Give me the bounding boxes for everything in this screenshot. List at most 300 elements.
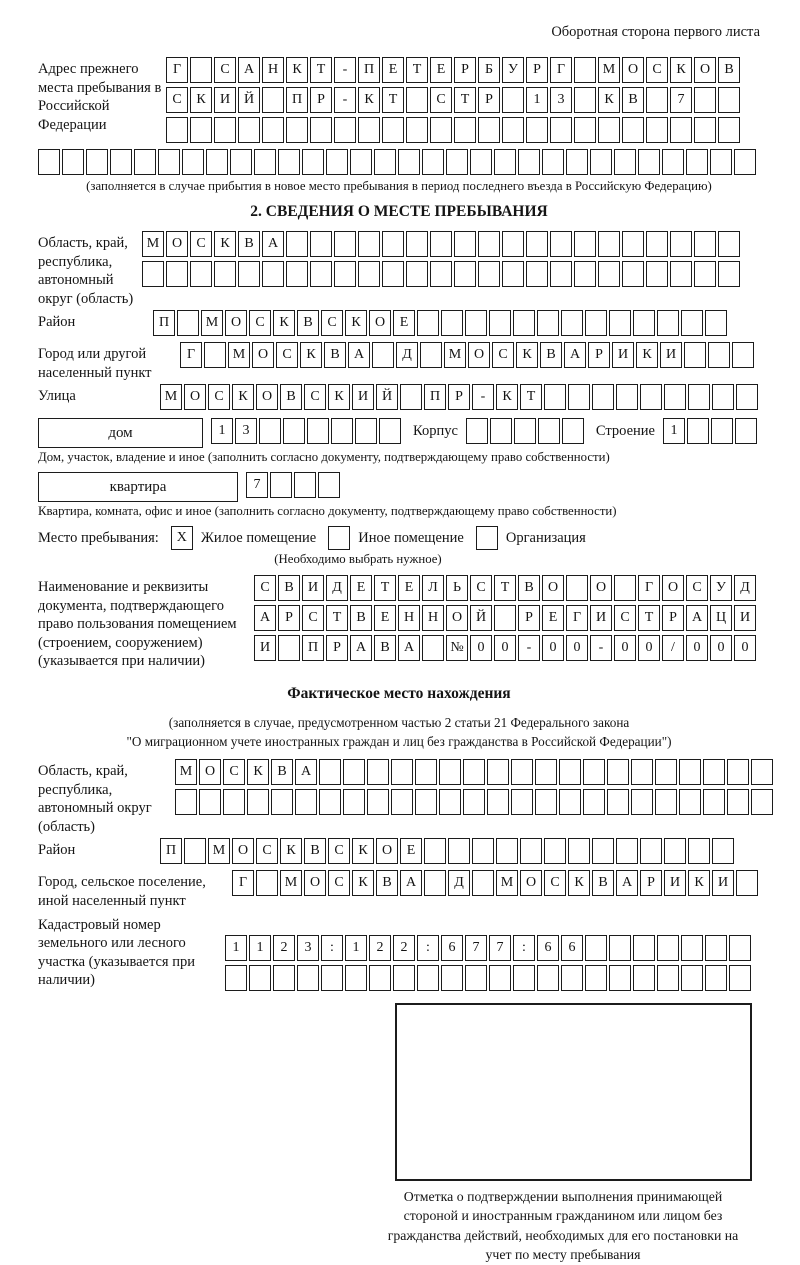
char-cell [177, 310, 199, 336]
char-cell [705, 965, 727, 991]
char-cell [223, 789, 245, 815]
stay-type-row [38, 526, 760, 550]
char-cell: Б [478, 57, 500, 83]
char-cell: А [254, 605, 276, 631]
apartment-box-label: квартира [109, 478, 167, 495]
char-cell: Г [232, 870, 254, 896]
char-cell [544, 838, 566, 864]
char-cell: К [328, 384, 350, 410]
char-cell [583, 759, 605, 785]
char-cell [391, 759, 413, 785]
char-cell [463, 789, 485, 815]
char-cell [711, 418, 733, 444]
char-cell [247, 789, 269, 815]
char-cell: Р [448, 384, 470, 410]
char-cell [273, 965, 295, 991]
char-cell [609, 965, 631, 991]
char-cell: П [286, 87, 308, 113]
char-cell [729, 935, 751, 961]
char-cell [489, 965, 511, 991]
char-cell: Ь [446, 575, 468, 601]
cell-row [225, 935, 753, 961]
char-cell: О [166, 231, 188, 257]
char-cell [687, 418, 709, 444]
char-cell: 1 [225, 935, 247, 961]
char-cell: В [350, 605, 372, 631]
checkbox-other-premises [328, 526, 350, 550]
char-cell [417, 310, 439, 336]
house-row [38, 418, 760, 448]
char-cell [358, 261, 380, 287]
char-cell: П [424, 384, 446, 410]
char-cell [712, 384, 734, 410]
char-cell: Ц [710, 605, 732, 631]
char-cell [502, 231, 524, 257]
char-cell [511, 789, 533, 815]
char-cell: Р [454, 57, 476, 83]
char-cell: С [544, 870, 566, 896]
cell-row [663, 418, 759, 444]
char-cell: О [225, 310, 247, 336]
char-cell [633, 310, 655, 336]
char-cell: 2 [369, 935, 391, 961]
char-cell [367, 789, 389, 815]
char-cell: Г [166, 57, 188, 83]
char-cell [655, 789, 677, 815]
char-cell [490, 418, 512, 444]
header-note: Оборотная сторона первого листа [551, 24, 760, 40]
char-cell [566, 575, 588, 601]
checkbox-residential: X [171, 526, 193, 550]
char-cell [574, 117, 596, 143]
char-cell: И [664, 870, 686, 896]
char-cell: Т [520, 384, 542, 410]
char-cell: С [249, 310, 271, 336]
char-cell [585, 935, 607, 961]
char-cell: И [214, 87, 236, 113]
char-cell [350, 149, 372, 175]
char-cell [631, 789, 653, 815]
char-cell [520, 838, 542, 864]
cell-row [166, 57, 742, 83]
char-cell [670, 261, 692, 287]
char-cell: В [280, 384, 302, 410]
char-cell: К [232, 384, 254, 410]
char-cell [38, 149, 60, 175]
char-cell: 6 [441, 935, 463, 961]
char-cell [262, 87, 284, 113]
char-cell: И [590, 605, 612, 631]
char-cell [406, 117, 428, 143]
char-cell: Й [238, 87, 260, 113]
char-cell [705, 935, 727, 961]
char-cell: Е [382, 57, 404, 83]
char-cell: К [214, 231, 236, 257]
actual-district-label: Район [38, 842, 76, 859]
char-cell: 0 [470, 635, 492, 661]
char-cell [206, 149, 228, 175]
char-cell [319, 759, 341, 785]
char-cell [271, 789, 293, 815]
char-cell: О [468, 342, 490, 368]
district-label: Район [38, 314, 76, 331]
actual-region-rows [175, 759, 775, 819]
char-cell [679, 759, 701, 785]
char-cell [478, 231, 500, 257]
char-cell: Е [374, 605, 396, 631]
char-cell: - [518, 635, 540, 661]
prev-address-caption: (заполняется в случае прибытия в новое место пребывания в период последнего въезда в Российскую Федерацию) [86, 179, 712, 193]
char-cell [302, 149, 324, 175]
char-cell [286, 261, 308, 287]
char-cell [502, 261, 524, 287]
char-cell [382, 231, 404, 257]
char-cell [537, 965, 559, 991]
char-cell [406, 261, 428, 287]
char-cell [574, 261, 596, 287]
char-cell [204, 342, 226, 368]
char-cell: Г [638, 575, 660, 601]
char-cell: О [256, 384, 278, 410]
char-cell: В [622, 87, 644, 113]
char-cell: Т [638, 605, 660, 631]
char-cell [568, 838, 590, 864]
char-cell: К [247, 759, 269, 785]
char-cell [270, 472, 292, 498]
char-cell [343, 759, 365, 785]
char-cell [489, 310, 511, 336]
cell-row [160, 838, 736, 864]
char-cell: М [142, 231, 164, 257]
char-cell [166, 117, 188, 143]
char-cell [664, 384, 686, 410]
char-cell [256, 870, 278, 896]
char-cell: К [280, 838, 302, 864]
char-cell: Р [518, 605, 540, 631]
char-cell [249, 965, 271, 991]
char-cell: С [304, 384, 326, 410]
char-cell [454, 261, 476, 287]
char-cell: С [430, 87, 452, 113]
char-cell: 0 [638, 635, 660, 661]
actual-region-label: Область, край, республика, автономный округ (область) [38, 763, 152, 835]
char-cell: С [646, 57, 668, 83]
char-cell: Д [396, 342, 418, 368]
char-cell: И [660, 342, 682, 368]
char-cell [487, 759, 509, 785]
char-cell: 0 [494, 635, 516, 661]
char-cell [310, 117, 332, 143]
char-cell: С [276, 342, 298, 368]
document-label: Наименование и реквизиты документа, подтверждающего право пользования помещением (строением, сооружением) (указывается при наличии) [38, 579, 237, 670]
char-cell: О [542, 575, 564, 601]
char-cell [439, 789, 461, 815]
cell-row [254, 635, 758, 661]
char-cell [278, 149, 300, 175]
char-cell: К [190, 87, 212, 113]
char-cell [598, 231, 620, 257]
char-cell: М [280, 870, 302, 896]
char-cell [657, 310, 679, 336]
char-cell [736, 384, 758, 410]
char-cell [513, 310, 535, 336]
char-cell: / [662, 635, 684, 661]
char-cell: П [160, 838, 182, 864]
char-cell: Р [310, 87, 332, 113]
char-cell [420, 342, 442, 368]
char-cell [199, 789, 221, 815]
char-cell [286, 231, 308, 257]
char-cell: Е [393, 310, 415, 336]
char-cell: И [254, 635, 276, 661]
char-cell [430, 117, 452, 143]
char-cell: Т [382, 87, 404, 113]
char-cell [472, 838, 494, 864]
char-cell [735, 418, 757, 444]
char-cell [448, 838, 470, 864]
char-cell [478, 117, 500, 143]
char-cell: Г [566, 605, 588, 631]
char-cell [585, 965, 607, 991]
char-cell [369, 965, 391, 991]
actual-city-label: Город, сельское поселение, иной населенный пункт [38, 874, 206, 909]
option-label-organization: Организация [505, 529, 586, 546]
char-cell: - [590, 635, 612, 661]
char-cell [518, 149, 540, 175]
char-cell: 0 [542, 635, 564, 661]
char-cell [262, 261, 284, 287]
char-cell: 7 [489, 935, 511, 961]
char-cell [694, 261, 716, 287]
char-cell [568, 384, 590, 410]
char-cell [190, 57, 212, 83]
char-cell [430, 231, 452, 257]
char-cell: С [208, 384, 230, 410]
actual-region-field [38, 759, 760, 836]
char-cell: 2 [273, 935, 295, 961]
char-cell [278, 635, 300, 661]
char-cell: У [502, 57, 524, 83]
char-cell: О [590, 575, 612, 601]
char-cell [550, 261, 572, 287]
char-cell [326, 149, 348, 175]
korpus-label: Корпус [413, 423, 458, 440]
char-cell: К [636, 342, 658, 368]
char-cell: А [400, 870, 422, 896]
char-cell [254, 149, 276, 175]
char-cell [334, 231, 356, 257]
char-cell: А [616, 870, 638, 896]
char-cell: 3 [235, 418, 257, 444]
char-cell [158, 149, 180, 175]
cell-row [225, 965, 753, 991]
char-cell [622, 117, 644, 143]
char-cell [694, 87, 716, 113]
char-cell: : [513, 935, 535, 961]
house-box-label: дом [108, 424, 133, 441]
char-cell: В [718, 57, 740, 83]
char-cell: Н [398, 605, 420, 631]
char-cell [607, 759, 629, 785]
char-cell [718, 261, 740, 287]
char-cell [134, 149, 156, 175]
char-cell [705, 310, 727, 336]
prev-address-field [38, 57, 760, 147]
char-cell [542, 149, 564, 175]
char-cell [294, 472, 316, 498]
char-cell [559, 789, 581, 815]
char-cell [355, 418, 377, 444]
char-cell [681, 935, 703, 961]
char-cell [478, 261, 500, 287]
char-cell [686, 149, 708, 175]
char-cell: К [273, 310, 295, 336]
char-cell [62, 149, 84, 175]
char-cell [657, 935, 679, 961]
char-cell [718, 231, 740, 257]
char-cell [406, 231, 428, 257]
char-cell [681, 310, 703, 336]
char-cell [343, 789, 365, 815]
char-cell [646, 231, 668, 257]
char-cell [622, 261, 644, 287]
char-cell [664, 838, 686, 864]
char-cell [535, 789, 557, 815]
document-rows [254, 575, 758, 665]
char-cell: Е [398, 575, 420, 601]
char-cell [110, 149, 132, 175]
actual-location-title: Фактическое место нахождения [287, 684, 511, 702]
char-cell [307, 418, 329, 444]
char-cell [670, 117, 692, 143]
checkbox-organization [476, 526, 498, 550]
char-cell [583, 789, 605, 815]
char-cell [614, 575, 636, 601]
char-cell: 0 [710, 635, 732, 661]
char-cell: - [472, 384, 494, 410]
char-cell: 0 [566, 635, 588, 661]
char-cell: Е [430, 57, 452, 83]
char-cell: О [252, 342, 274, 368]
char-cell: В [278, 575, 300, 601]
char-cell: В [324, 342, 346, 368]
char-cell: Л [422, 575, 444, 601]
char-cell [574, 57, 596, 83]
actual-district-field [38, 838, 760, 868]
char-cell [727, 759, 749, 785]
char-cell [718, 117, 740, 143]
char-cell: : [321, 935, 343, 961]
char-cell: М [444, 342, 466, 368]
cell-row [180, 342, 756, 368]
char-cell [502, 87, 524, 113]
char-cell: К [345, 310, 367, 336]
actual-city-field [38, 870, 760, 910]
char-cell: 0 [734, 635, 756, 661]
char-cell [334, 117, 356, 143]
char-cell [734, 149, 756, 175]
char-cell [391, 789, 413, 815]
char-cell [537, 310, 559, 336]
char-cell: В [374, 635, 396, 661]
char-cell: О [232, 838, 254, 864]
char-cell: В [297, 310, 319, 336]
char-cell [454, 117, 476, 143]
char-cell: О [304, 870, 326, 896]
char-cell [466, 418, 488, 444]
char-cell [592, 384, 614, 410]
char-cell: К [568, 870, 590, 896]
char-cell: М [201, 310, 223, 336]
char-cell: 6 [561, 935, 583, 961]
char-cell: Й [376, 384, 398, 410]
char-cell: Р [662, 605, 684, 631]
char-cell [358, 231, 380, 257]
char-cell [358, 117, 380, 143]
char-cell [732, 342, 754, 368]
char-cell [688, 384, 710, 410]
char-cell [175, 789, 197, 815]
char-cell [684, 342, 706, 368]
char-cell: И [734, 605, 756, 631]
char-cell: Д [326, 575, 348, 601]
char-cell: 1 [211, 418, 233, 444]
char-cell [374, 149, 396, 175]
char-cell [441, 965, 463, 991]
char-cell [345, 965, 367, 991]
char-cell [609, 310, 631, 336]
stay-type-note: (Необходимо выбрать нужное) [274, 552, 442, 567]
char-cell [382, 117, 404, 143]
char-cell [751, 789, 773, 815]
char-cell [640, 384, 662, 410]
char-cell: 3 [550, 87, 572, 113]
stay-type-label: Место пребывания: [38, 529, 159, 546]
char-cell: С [223, 759, 245, 785]
char-cell [367, 759, 389, 785]
apartment-row [38, 472, 760, 502]
char-cell [379, 418, 401, 444]
char-cell [538, 418, 560, 444]
char-cell [598, 117, 620, 143]
char-cell [562, 418, 584, 444]
option-label-residential: Жилое помещение [200, 529, 317, 546]
char-cell [494, 149, 516, 175]
char-cell: К [358, 87, 380, 113]
char-cell [214, 261, 236, 287]
region-field [38, 231, 760, 308]
char-cell [616, 838, 638, 864]
char-cell: А [295, 759, 317, 785]
city-field [38, 342, 760, 382]
char-cell: В [304, 838, 326, 864]
char-cell [398, 149, 420, 175]
char-cell [406, 87, 428, 113]
char-cell: 7 [465, 935, 487, 961]
char-cell [535, 759, 557, 785]
char-cell [225, 965, 247, 991]
cell-row [254, 605, 758, 631]
char-cell: К [352, 870, 374, 896]
char-cell [657, 965, 679, 991]
char-cell [184, 838, 206, 864]
char-cell [614, 149, 636, 175]
char-cell: М [175, 759, 197, 785]
char-cell [712, 838, 734, 864]
char-cell: С [328, 870, 350, 896]
char-cell [446, 149, 468, 175]
char-cell [526, 231, 548, 257]
